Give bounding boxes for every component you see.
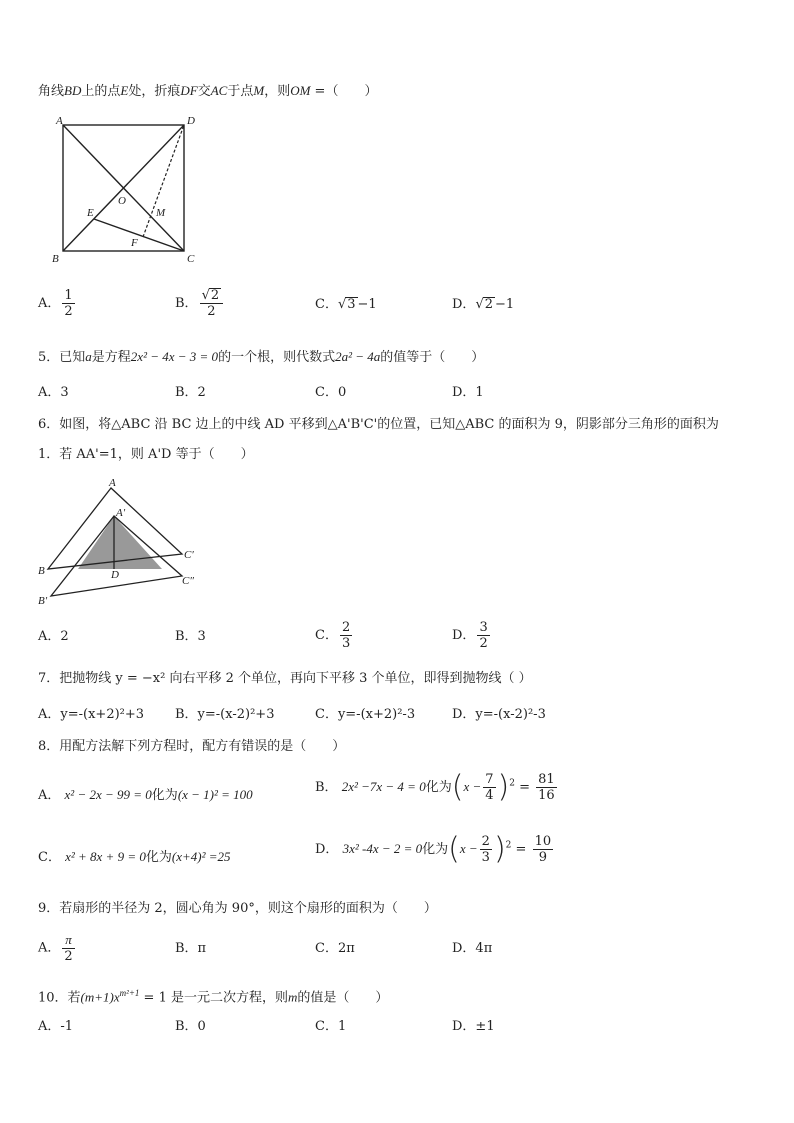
label-C-prime: C′ [184,549,194,561]
q5-option-c[interactable]: C．0 [315,385,347,400]
q10-option-c[interactable]: C．1 [315,1019,347,1034]
label-E: E [87,207,94,219]
label-B: B [38,565,45,577]
label-C-double-prime: C″ [182,575,194,587]
q7-option-b[interactable]: B．y=-(x-2)²+3 [175,707,275,722]
label-A-prime: A′ [116,507,126,519]
label-F: F [131,237,138,249]
q10-option-a[interactable]: A．-1 [38,1019,74,1034]
label-D: D [111,569,119,581]
q8-option-b[interactable]: B． 2x² −7x − 4 = 0化为(x − $\frac{7}{4}$ )$^2$ = $\frac{81}{16}$ [315,769,555,805]
label-A: A [56,115,63,127]
q6-figure-triangles [34,474,204,612]
q5-option-d[interactable]: D．1 [452,385,484,400]
q7-stem: 7．把抛物线 y = −x² 向右平移 2 个单位，再向下平移 3 个单位，即得到抛物线（ ） [38,671,532,686]
q5-stem: 5．已知a是方程2x² − 4x − 3 = 0的一个根，则代数式2a² − 4a的值等于（ ） [38,349,485,365]
q6-stem-line1: 6．如图，将△ABC 沿 BC 边上的中线 AD 平移到△A'B'C'的位置，已知△ABC 的面积为 9，阴影部分三角形的面积为 [38,417,719,432]
label-D: D [187,115,195,127]
q9-option-d[interactable]: D．4π [452,941,493,956]
label-B: B [52,253,59,265]
q4-option-d[interactable]: D．√2 −1 [452,297,515,312]
q9-option-c[interactable]: C．2π [315,941,355,956]
q6-option-c[interactable]: C． $\frac{2}{3}$ [315,620,351,651]
q9-option-b[interactable]: B．π [175,941,207,956]
q4-option-b[interactable]: B． $\frac{√2}{2}$ [175,288,225,319]
label-O: O [118,195,126,207]
q8-option-d[interactable]: D． 3x² -4x − 2 = 0化为(x − $\frac{2}{3}$ )$^2$ = $\frac{10}{9}$ [315,831,552,867]
label-C: C [187,253,195,265]
label-M: M [156,207,166,219]
q6-stem-line2: 1．若 AA'=1，则 A'D 等于（ ） [38,447,254,462]
q4-option-c[interactable]: C．√3 −1 [315,297,377,312]
q4-stem: 角线BD上的点E处，折痕DF交AC于点M，则OM =（ ） [38,83,378,99]
q9-stem: 9．若扇形的半径为 2，圆心角为 90°，则这个扇形的面积为（ ） [38,901,437,916]
q4-figure-square [48,112,208,266]
q10-option-d[interactable]: D．±1 [452,1019,495,1034]
q4-option-a[interactable]: A． $\frac{1}{2}$ [38,288,73,319]
q9-option-a[interactable]: A． $\frac{\pi}{2}$ [38,932,73,964]
q7-option-a[interactable]: A．y=-(x+2)²+3 [38,707,145,722]
q7-option-d[interactable]: D．y=-(x-2)²-3 [452,707,546,722]
q5-option-b[interactable]: B．2 [175,385,206,400]
q8-option-a[interactable]: A． x² − 2x − 99 = 0化为(x − 1)² = 100 [38,787,253,803]
q7-option-c[interactable]: C．y=-(x+2)²-3 [315,707,416,722]
q10-option-b[interactable]: B．0 [175,1019,206,1034]
q5-option-a[interactable]: A．3 [38,385,69,400]
q6-option-d[interactable]: D． $\frac{3}{2}$ [452,620,488,651]
q8-stem: 8．用配方法解下列方程时，配方有错误的是（ ） [38,739,346,754]
q6-option-a[interactable]: A．2 [38,629,69,644]
q6-option-b[interactable]: B．3 [175,629,206,644]
q8-option-c[interactable]: C． x² + 8x + 9 = 0化为(x+4)² =25 [38,849,231,865]
label-B-prime: B′ [38,595,48,607]
label-A: A [109,477,116,489]
q10-stem: 10．若$(m+1)x^{m^2+1} = 1$ 是一元二次方程，则m的值是（ ） [38,988,389,1006]
